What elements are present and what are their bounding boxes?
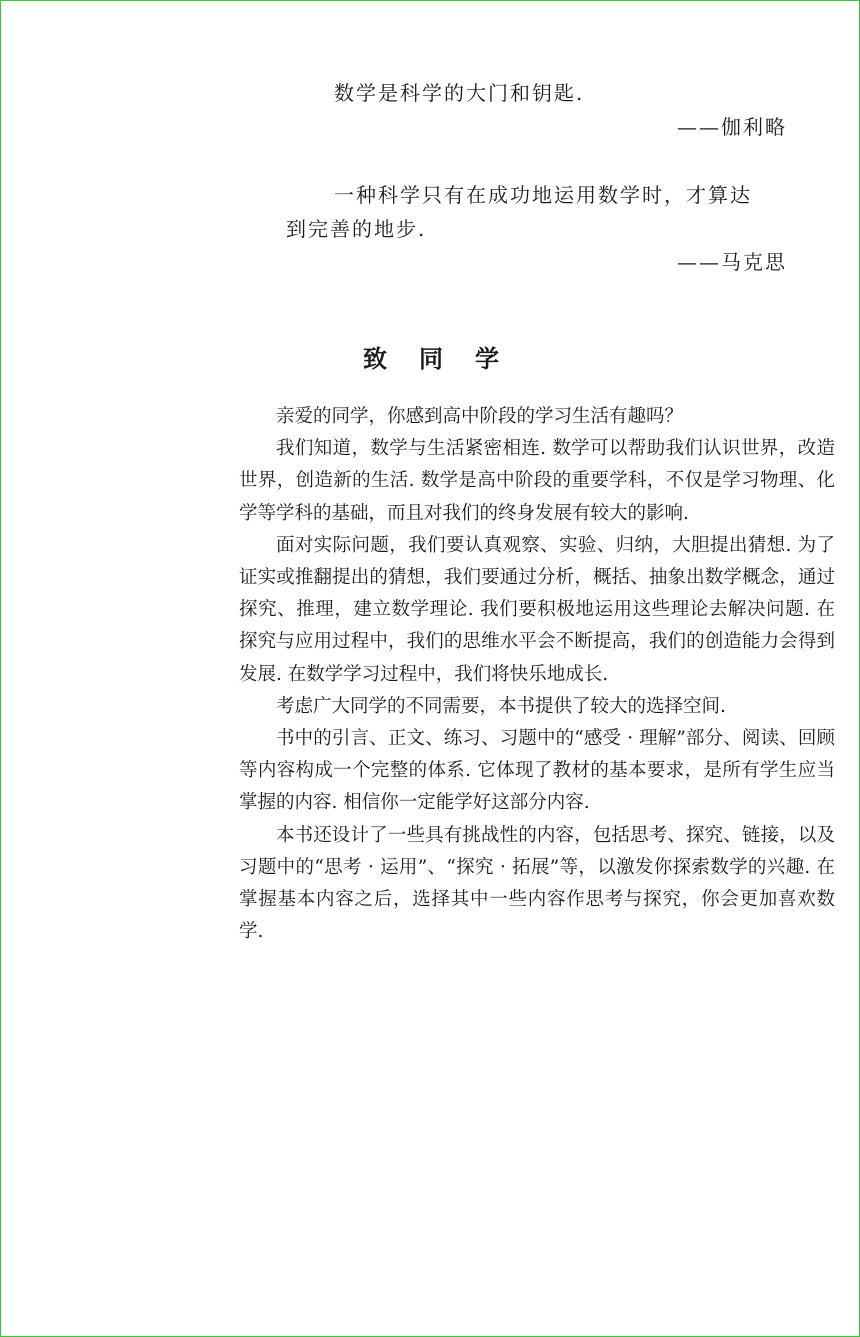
quote-1-line-1: 数学是科学的大门和钥匙.	[334, 81, 585, 105]
paragraph: 面对实际问题，我们要认真观察、实验、归纳，大胆提出猜想. 为了证实或推翻提出的猜想，我们要通过分析，概括、抽象出数学概念，通过探究、推理，建立数学理论. 我们要积极地运用这些理论去解决问题. 在探究与应用过程中，我们的思维水平会不断提高，我们的创造能力会得到发展. 在数学学习过程中，我们将快乐地成长.	[239, 534, 835, 685]
paragraph: 本书还设计了一些具有挑战性的内容，包括思考、探究、链接，以及习题中的“思考 · 运用”、“探究 · 拓展”等，以激发你探索数学的兴趣. 在掌握基本内容之后，选择其中一些内容作思考与探究，你会更加喜欢数学.	[239, 824, 835, 943]
paragraph: 亲爱的同学，你感到高中阶段的学习生活有趣吗？	[276, 406, 684, 427]
quote-1-author: ——伽利略	[677, 115, 787, 139]
paragraph: 书中的引言、正文、练习、习题中的“感受 · 理解”部分、阅读、回顾等内容构成一个完整的体系. 它体现了教材的基本要求，是所有学生应当掌握的内容. 相信你一定能学好这部分内容.	[239, 728, 835, 814]
quote-2-line-1: 一种科学只有在成功地运用数学时，才算达	[334, 183, 752, 207]
paragraph: 考虑广大同学的不同需要，本书提供了较大的选择空间.	[276, 695, 726, 717]
quote-2-author: ——马克思	[677, 250, 787, 274]
paragraph: 我们知道，数学与生活紧密相连. 数学可以帮助我们认识世界，改造世界，创造新的生活. 数学是高中阶段的重要学科，不仅是学习物理、化学等学科的基础，而且对我们的终身发展有较大的影响.	[239, 438, 835, 524]
quote-2-line-2: 到完善的地步.	[286, 217, 427, 241]
body-text	[239, 401, 835, 948]
page-title: 致同学	[363, 345, 531, 373]
